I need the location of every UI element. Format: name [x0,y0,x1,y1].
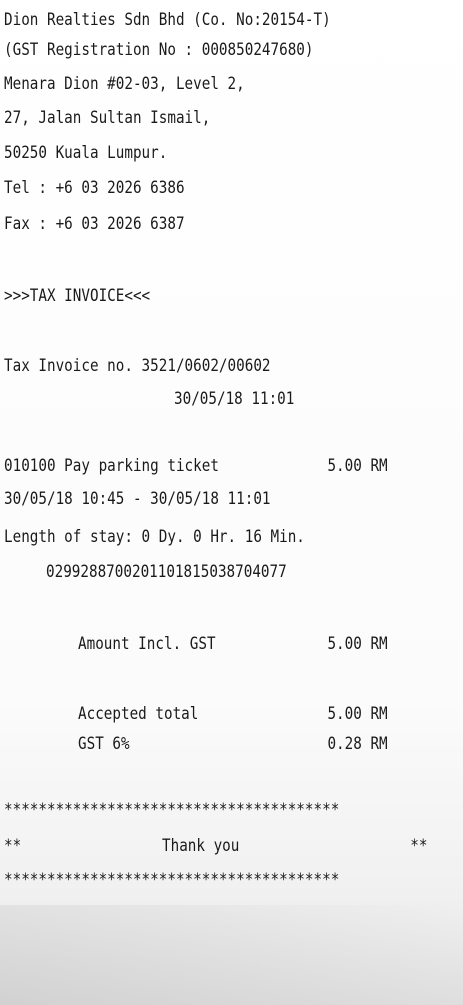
company-name: Dion Realties Sdn Bhd (Co. No:20154-T) [4,10,331,30]
footer-stars-top: *************************************** [4,800,340,820]
invoice-datetime: 30/05/18 11:01 [174,389,295,409]
thank-you-message: Thank you [162,836,240,856]
tax-invoice-banner: >>>TAX INVOICE<<< [4,286,151,306]
address-line-3: 50250 Kuala Lumpur. [4,143,168,163]
address-line-2: 27, Jalan Sultan Ismail, [4,108,211,128]
fax: Fax : +6 03 2026 6387 [4,214,185,234]
gst-value: 0.28 RM [327,734,388,754]
accepted-total-label: Accepted total [78,704,199,724]
accepted-total-value: 5.00 RM [327,704,388,724]
amount-incl-gst-label: Amount Incl. GST [78,634,216,654]
footer-thank-right-stars: ** [409,836,427,856]
item-description: 010100 Pay parking ticket [4,456,219,476]
item-amount: 5.00 RM [327,456,388,476]
gst-registration: (GST Registration No : 000850247680) [4,40,314,60]
paper-fold-shadow [0,905,463,1005]
address-line-1: Menara Dion #02-03, Level 2, [4,74,245,94]
ticket-code: 0299288700201101815038704077 [46,562,287,582]
gst-label: GST 6% [78,734,130,754]
parking-period: 30/05/18 10:45 - 30/05/18 11:01 [4,489,271,509]
telephone: Tel : +6 03 2026 6386 [4,178,185,198]
length-of-stay: Length of stay: 0 Dy. 0 Hr. 16 Min. [4,527,305,547]
footer-stars-bottom: *************************************** [4,870,340,890]
footer-thank-left-stars: ** [4,836,22,856]
amount-incl-gst-value: 5.00 RM [327,634,388,654]
tax-invoice-number: Tax Invoice no. 3521/0602/00602 [4,356,271,376]
